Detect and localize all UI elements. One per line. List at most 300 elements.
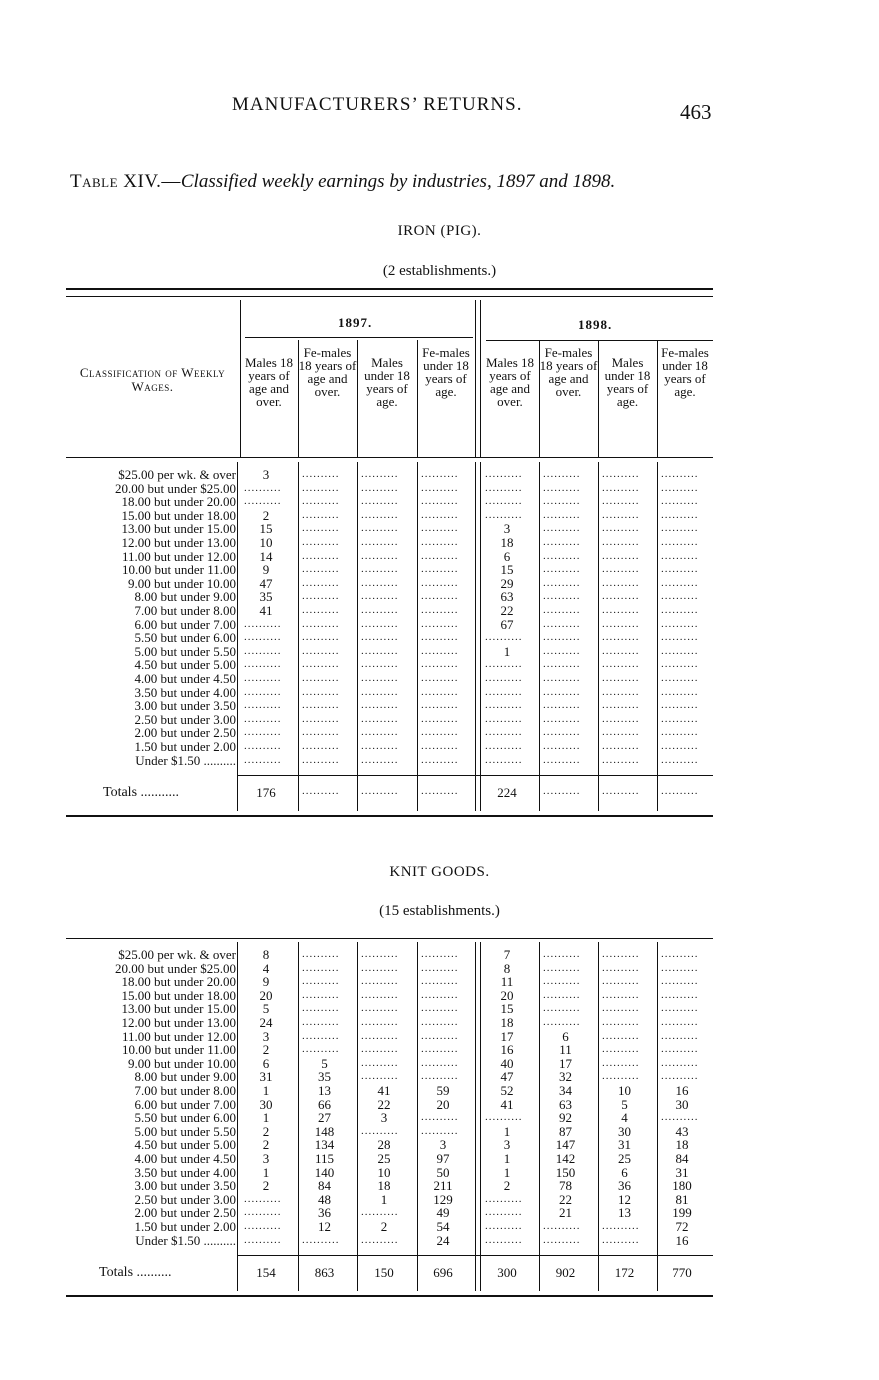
- earnings-count: 1: [503, 1123, 511, 1139]
- leader-dots: ..........: [421, 495, 459, 508]
- leader-dots: ..........: [361, 740, 399, 752]
- leader-dots: ..........: [302, 536, 340, 548]
- earnings-count: 9: [262, 974, 270, 990]
- table-title: [70, 171, 615, 193]
- leader-dots: ..........: [661, 495, 699, 508]
- leader-dots: ..........: [361, 495, 399, 508]
- year-1897: 1897.: [338, 315, 373, 330]
- earnings-count: 11: [500, 974, 514, 990]
- leader-dots: ..........: [244, 481, 282, 494]
- leader-dots: ..........: [302, 1016, 340, 1028]
- earnings-count: 180: [672, 1178, 692, 1194]
- leader-dots: ..........: [421, 631, 459, 644]
- leader-dots: ..........: [244, 617, 282, 630]
- leader-dots: ..........: [543, 685, 581, 698]
- earnings-count: 47: [500, 1069, 514, 1085]
- leader-dots: ..........: [244, 495, 282, 508]
- leader-dots: ..........: [661, 712, 699, 725]
- leader-dots: ..........: [302, 522, 340, 535]
- leader-dots: ..........: [302, 644, 340, 657]
- leader-dots: ..........: [602, 536, 640, 548]
- leader-dots: ..........: [661, 563, 699, 576]
- leader-dots: ..........: [302, 576, 340, 589]
- leader-dots: ..........: [361, 631, 399, 644]
- leader-dots: ..........: [602, 522, 640, 535]
- leader-dots: ..........: [485, 740, 523, 752]
- leader-dots: ..........: [661, 590, 699, 603]
- leader-dots: ..........: [244, 672, 282, 684]
- wage-class-label: 4.50 but under 5.00: [134, 1137, 236, 1153]
- earnings-count: 129: [433, 1191, 453, 1207]
- leader-dots: ..........: [361, 644, 399, 657]
- section-establishments-iron: (2 establishments.): [382, 263, 497, 279]
- leader-dots: ..........: [361, 1043, 399, 1056]
- earnings-count: 11: [559, 1042, 572, 1058]
- wage-class-label: 15.00 but under 18.00: [121, 987, 236, 1003]
- totals-value: 300: [497, 1265, 517, 1281]
- leader-dots: ..........: [244, 1233, 282, 1246]
- leader-dots: ..........: [244, 658, 282, 671]
- earnings-count: 41: [500, 1096, 514, 1112]
- leader-dots: ..........: [361, 658, 399, 671]
- leader-dots: ..........: [602, 1220, 640, 1232]
- earnings-count: 49: [436, 1205, 450, 1221]
- leader-dots: ..........: [543, 590, 581, 603]
- column-heading: Fe-males 18 years of age and over.: [539, 345, 598, 399]
- leader-dots: ..........: [485, 495, 523, 508]
- earnings-count: 87: [559, 1123, 572, 1139]
- earnings-count: 1: [262, 1083, 270, 1098]
- earnings-count: 1: [503, 1164, 511, 1180]
- leader-dots: ..........: [244, 699, 282, 712]
- earnings-count: 3: [262, 467, 270, 482]
- wage-class-label: 20.00 but under $25.00: [115, 480, 236, 496]
- earnings-count: 2: [262, 1042, 270, 1058]
- leader-dots: ..........: [421, 522, 459, 535]
- earnings-count: 67: [500, 616, 514, 632]
- totals-value: 696: [433, 1265, 453, 1281]
- earnings-count: 21: [559, 1205, 572, 1221]
- leader-dots: ..........: [602, 508, 640, 521]
- leader-dots: ..........: [602, 563, 640, 576]
- leader-dots: ..........: [421, 590, 459, 603]
- earnings-count: 4: [621, 1110, 628, 1126]
- earnings-count: 150: [555, 1164, 576, 1180]
- leader-dots: ..........: [543, 631, 581, 644]
- totals-rule: [237, 775, 713, 776]
- earnings-count: 15: [259, 521, 273, 537]
- leader-dots: ..........: [421, 604, 459, 616]
- leader-dots: ..........: [485, 726, 523, 739]
- leader-dots: ..........: [661, 508, 699, 521]
- leader-dots: ..........: [661, 549, 699, 562]
- totals-value: 863: [314, 1265, 335, 1281]
- wage-class-label: 3.50 but under 4.00: [134, 684, 236, 700]
- totals-label: Totals ..........: [99, 1265, 172, 1281]
- leader-dots: ..........: [661, 481, 699, 494]
- column-rule: [657, 462, 658, 811]
- leader-dots: ..........: [661, 726, 699, 739]
- leader-dots: ..........: [361, 481, 399, 494]
- earnings-count: 20: [259, 987, 273, 1003]
- leader-dots: ..........: [543, 604, 581, 616]
- earnings-count: 3: [380, 1110, 388, 1126]
- earnings-count: 4: [262, 960, 270, 976]
- column-rule: [475, 462, 476, 811]
- totals-value: 154: [256, 1265, 276, 1281]
- leader-dots: ..........: [421, 1043, 459, 1056]
- leader-dots: ..........: [244, 712, 282, 725]
- leader-dots: ..........: [421, 536, 459, 548]
- leader-dots: ..........: [421, 658, 459, 671]
- header-rule-top-thin: [66, 296, 713, 297]
- leader-dots: ..........: [485, 631, 523, 644]
- totals-value: 176: [256, 785, 276, 801]
- leader-dots: ..........: [421, 563, 459, 576]
- column-heading: Males under 18 years of age.: [364, 355, 410, 409]
- leader-dots: ..........: [543, 644, 581, 657]
- leader-dots: ..........: [543, 1233, 581, 1246]
- header-rule-top: [66, 288, 713, 290]
- earnings-count: 24: [259, 1015, 273, 1030]
- leader-dots: ..........: [421, 740, 459, 752]
- earnings-count: 50: [436, 1164, 450, 1180]
- leader-dots: ..........: [661, 631, 699, 644]
- leader-dots: ..........: [421, 508, 459, 521]
- leader-dots: ..........: [361, 712, 399, 725]
- earnings-count: 29: [500, 575, 514, 591]
- leader-dots: ..........: [485, 1206, 523, 1219]
- earnings-count: 13: [618, 1205, 631, 1221]
- leader-dots: ..........: [543, 522, 581, 535]
- earnings-count: 115: [314, 1151, 335, 1166]
- leader-dots: ..........: [361, 1002, 399, 1015]
- leader-dots: ..........: [661, 617, 699, 630]
- leader-dots: ..........: [302, 631, 340, 644]
- leader-dots: ..........: [602, 468, 640, 480]
- leader-dots: ..........: [661, 1056, 699, 1069]
- earnings-count: 36: [618, 1178, 631, 1194]
- leader-dots: ..........: [543, 1220, 581, 1232]
- leader-dots: ..........: [421, 1016, 459, 1028]
- wage-class-label: 8.00 but under 9.00: [134, 1069, 236, 1085]
- leader-dots: ..........: [602, 699, 640, 712]
- earnings-count: 16: [500, 1042, 514, 1058]
- wage-class-label: 8.00 but under 9.00: [134, 589, 236, 605]
- leader-dots: ..........: [244, 1220, 282, 1232]
- leader-dots: ..........: [421, 617, 459, 630]
- wage-class-label: 4.00 but under 4.50: [134, 671, 236, 686]
- column-rule: [598, 462, 599, 811]
- earnings-count: 148: [314, 1123, 335, 1139]
- leader-dots: ..........: [421, 948, 459, 960]
- table-label: Table XIV.—: [70, 171, 181, 192]
- leader-dots: ..........: [485, 658, 523, 671]
- earnings-count: 24: [436, 1232, 450, 1248]
- leader-dots: ..........: [661, 1029, 699, 1042]
- leader-dots: ..........: [661, 658, 699, 671]
- leader-dots: ..........: [543, 785, 581, 798]
- leader-dots: ..........: [543, 549, 581, 562]
- leader-dots: ..........: [361, 1070, 399, 1083]
- earnings-count: 1: [503, 1151, 511, 1166]
- leader-dots: ..........: [302, 948, 340, 960]
- earnings-count: 5: [262, 1001, 270, 1017]
- leader-dots: ..........: [661, 1002, 699, 1015]
- year-rule-1897: [245, 337, 473, 338]
- leader-dots: ..........: [543, 699, 581, 712]
- totals-label: Totals ...........: [103, 785, 180, 801]
- section-title-iron: IRON (PIG).: [397, 223, 482, 239]
- leader-dots: ..........: [244, 740, 282, 752]
- column-rule: [475, 942, 476, 1291]
- earnings-count: 199: [672, 1205, 692, 1221]
- wage-class-label: 4.50 but under 5.00: [134, 657, 236, 673]
- leader-dots: ..........: [602, 549, 640, 562]
- earnings-count: 40: [500, 1055, 514, 1071]
- column-heading: Males 18 years of age and over.: [485, 355, 535, 409]
- leader-dots: ..........: [361, 685, 399, 698]
- leader-dots: ..........: [485, 1192, 523, 1205]
- leader-dots: ..........: [485, 685, 523, 698]
- earnings-count: 35: [318, 1069, 331, 1085]
- leader-dots: ..........: [543, 576, 581, 589]
- leader-dots: ..........: [421, 1124, 459, 1137]
- year-1898: 1898.: [578, 317, 613, 332]
- leader-dots: ..........: [602, 576, 640, 589]
- wage-class-label: $25.00 per wk. & over: [118, 947, 236, 962]
- leader-dots: ..........: [602, 1016, 640, 1028]
- earnings-count: 78: [559, 1178, 572, 1194]
- totals-rule: [237, 1255, 713, 1256]
- earnings-count: 134: [314, 1137, 335, 1153]
- leader-dots: ..........: [661, 699, 699, 712]
- leader-dots: ..........: [302, 481, 340, 494]
- leader-dots: ..........: [543, 948, 581, 960]
- earnings-count: 32: [559, 1069, 572, 1085]
- leader-dots: ..........: [421, 1029, 459, 1042]
- earnings-count: 41: [259, 603, 273, 618]
- earnings-count: 31: [618, 1137, 631, 1153]
- leader-dots: ..........: [543, 658, 581, 671]
- earnings-count: 12: [618, 1191, 631, 1207]
- leader-dots: ..........: [602, 604, 640, 616]
- table-bottom-rule: [66, 1295, 713, 1297]
- leader-dots: ..........: [302, 1043, 340, 1056]
- leader-dots: ..........: [361, 617, 399, 630]
- column-rule: [237, 462, 238, 811]
- earnings-count: 10: [377, 1164, 391, 1180]
- wage-class-label: 3.00 but under 3.50: [134, 698, 236, 714]
- leader-dots: ..........: [302, 1233, 340, 1246]
- earnings-count: 18: [377, 1178, 391, 1194]
- leader-dots: ..........: [661, 753, 699, 766]
- leader-dots: ..........: [485, 1220, 523, 1232]
- wage-class-label: 13.00 but under 15.00: [121, 1001, 236, 1017]
- leader-dots: ..........: [602, 590, 640, 603]
- wage-class-label: 18.00 but under 20.00: [121, 974, 236, 990]
- wage-class-label: 2.50 but under 3.00: [134, 711, 236, 727]
- leader-dots: ..........: [421, 699, 459, 712]
- leader-dots: ..........: [661, 988, 699, 1001]
- earnings-count: 22: [559, 1191, 572, 1207]
- earnings-count: 81: [675, 1191, 689, 1207]
- earnings-count: 41: [377, 1083, 391, 1098]
- leader-dots: ..........: [421, 468, 459, 480]
- leader-dots: ..........: [661, 604, 699, 616]
- leader-dots: ..........: [661, 975, 699, 988]
- section-title-knit: KNIT GOODS.: [389, 864, 490, 880]
- leader-dots: ..........: [421, 726, 459, 739]
- leader-dots: ..........: [361, 563, 399, 576]
- leader-dots: ..........: [661, 1070, 699, 1083]
- leader-dots: ..........: [602, 617, 640, 630]
- leader-dots: ..........: [302, 508, 340, 521]
- earnings-count: 31: [259, 1069, 273, 1085]
- leader-dots: ..........: [543, 672, 581, 684]
- earnings-count: 17: [559, 1055, 572, 1071]
- leader-dots: ..........: [602, 1056, 640, 1069]
- leader-dots: ..........: [602, 631, 640, 644]
- leader-dots: ..........: [602, 961, 640, 974]
- leader-dots: ..........: [361, 948, 399, 960]
- wage-class-label: 6.00 but under 7.00: [134, 1096, 236, 1112]
- table-caption: Classified weekly earnings by industries, 1897 and 1898.: [180, 171, 616, 192]
- wage-class-label: 18.00 but under 20.00: [121, 494, 236, 510]
- wage-class-label: 7.00 but under 8.00: [134, 1083, 236, 1098]
- earnings-count: 84: [318, 1178, 331, 1194]
- totals-value: 172: [614, 1265, 635, 1281]
- earnings-count: 16: [675, 1083, 689, 1098]
- earnings-count: 10: [259, 535, 273, 550]
- leader-dots: ..........: [543, 563, 581, 576]
- earnings-count: 3: [262, 1028, 270, 1044]
- leader-dots: ..........: [302, 699, 340, 712]
- wage-class-label: 3.00 but under 3.50: [134, 1178, 236, 1194]
- leader-dots: ..........: [361, 508, 399, 521]
- leader-dots: ..........: [543, 617, 581, 630]
- earnings-count: 36: [318, 1205, 331, 1221]
- earnings-count: 22: [500, 603, 514, 618]
- earnings-count: 72: [675, 1219, 689, 1234]
- table-bottom-rule: [66, 815, 713, 817]
- leader-dots: ..........: [602, 988, 640, 1001]
- leader-dots: ..........: [543, 495, 581, 508]
- knit-table-top-rule: [66, 938, 713, 939]
- wage-class-label: 1.50 but under 2.00: [134, 739, 236, 754]
- wage-class-label: 13.00 but under 15.00: [121, 521, 236, 537]
- leader-dots: ..........: [485, 481, 523, 494]
- earnings-count: 18: [500, 1015, 514, 1030]
- leader-dots: ..........: [361, 672, 399, 684]
- leader-dots: ..........: [421, 576, 459, 589]
- earnings-count: 43: [675, 1123, 689, 1139]
- leader-dots: ..........: [302, 753, 340, 766]
- earnings-count: 1: [262, 1164, 270, 1180]
- leader-dots: ..........: [244, 685, 282, 698]
- totals-value: 224: [497, 785, 517, 801]
- leader-dots: ..........: [421, 712, 459, 725]
- earnings-count: 28: [377, 1137, 391, 1153]
- leader-dots: ..........: [543, 753, 581, 766]
- earnings-count: 2: [262, 507, 270, 523]
- earnings-count: 20: [500, 987, 514, 1003]
- wage-class-label: 6.00 but under 7.00: [134, 616, 236, 632]
- earnings-count: 22: [377, 1096, 391, 1112]
- leader-dots: ..........: [361, 522, 399, 535]
- earnings-count: 15: [500, 1001, 514, 1017]
- leader-dots: ..........: [661, 468, 699, 480]
- earnings-count: 13: [318, 1083, 331, 1098]
- wage-class-label: 12.00 but under 13.00: [121, 535, 236, 550]
- leader-dots: ..........: [361, 549, 399, 562]
- earnings-count: 47: [259, 575, 273, 591]
- leader-dots: ..........: [361, 753, 399, 766]
- leader-dots: ..........: [602, 753, 640, 766]
- leader-dots: ..........: [302, 604, 340, 616]
- earnings-count: 97: [436, 1151, 450, 1166]
- leader-dots: ..........: [421, 644, 459, 657]
- leader-dots: ..........: [361, 468, 399, 480]
- leader-dots: ..........: [302, 549, 340, 562]
- leader-dots: ..........: [485, 712, 523, 725]
- leader-dots: ..........: [302, 658, 340, 671]
- wage-class-label: 2.50 but under 3.00: [134, 1191, 236, 1207]
- earnings-count: 63: [559, 1096, 572, 1112]
- leader-dots: ..........: [543, 1002, 581, 1015]
- leader-dots: ..........: [361, 590, 399, 603]
- leader-dots: ..........: [543, 988, 581, 1001]
- leader-dots: ..........: [421, 753, 459, 766]
- earnings-count: 48: [318, 1191, 331, 1207]
- wage-class-label: 9.00 but under 10.00: [128, 575, 236, 591]
- leader-dots: ..........: [361, 785, 399, 798]
- earnings-count: 15: [500, 562, 514, 578]
- leader-dots: ..........: [661, 536, 699, 548]
- earnings-count: 6: [262, 1055, 270, 1071]
- leader-dots: ..........: [421, 672, 459, 684]
- leader-dots: ..........: [361, 1206, 399, 1219]
- earnings-count: 8: [503, 960, 511, 976]
- leader-dots: ..........: [661, 948, 699, 960]
- leader-dots: ..........: [602, 726, 640, 739]
- leader-dots: ..........: [602, 975, 640, 988]
- leader-dots: ..........: [602, 685, 640, 698]
- leader-dots: ..........: [421, 785, 459, 798]
- leader-dots: ..........: [661, 522, 699, 535]
- leader-dots: ..........: [602, 1233, 640, 1246]
- column-rule: [539, 462, 540, 811]
- earnings-count: 18: [500, 535, 514, 550]
- leader-dots: ..........: [421, 961, 459, 974]
- leader-dots: ..........: [421, 685, 459, 698]
- wage-class-label: 1.50 but under 2.00: [134, 1219, 236, 1234]
- totals-value: 150: [374, 1265, 394, 1281]
- leader-dots: ..........: [661, 672, 699, 684]
- column-heading: Males under 18 years of age.: [604, 355, 651, 409]
- wage-class-label: 12.00 but under 13.00: [121, 1015, 236, 1030]
- leader-dots: ..........: [244, 644, 282, 657]
- leader-dots: ..........: [361, 536, 399, 548]
- leader-dots: ..........: [302, 712, 340, 725]
- leader-dots: ..........: [421, 1002, 459, 1015]
- leader-dots: ..........: [602, 1029, 640, 1042]
- leader-dots: ..........: [302, 590, 340, 603]
- earnings-count: 5: [321, 1055, 328, 1071]
- wage-class-label: 20.00 but under $25.00: [115, 960, 236, 976]
- leader-dots: ..........: [244, 1192, 282, 1205]
- leader-dots: ..........: [602, 1002, 640, 1015]
